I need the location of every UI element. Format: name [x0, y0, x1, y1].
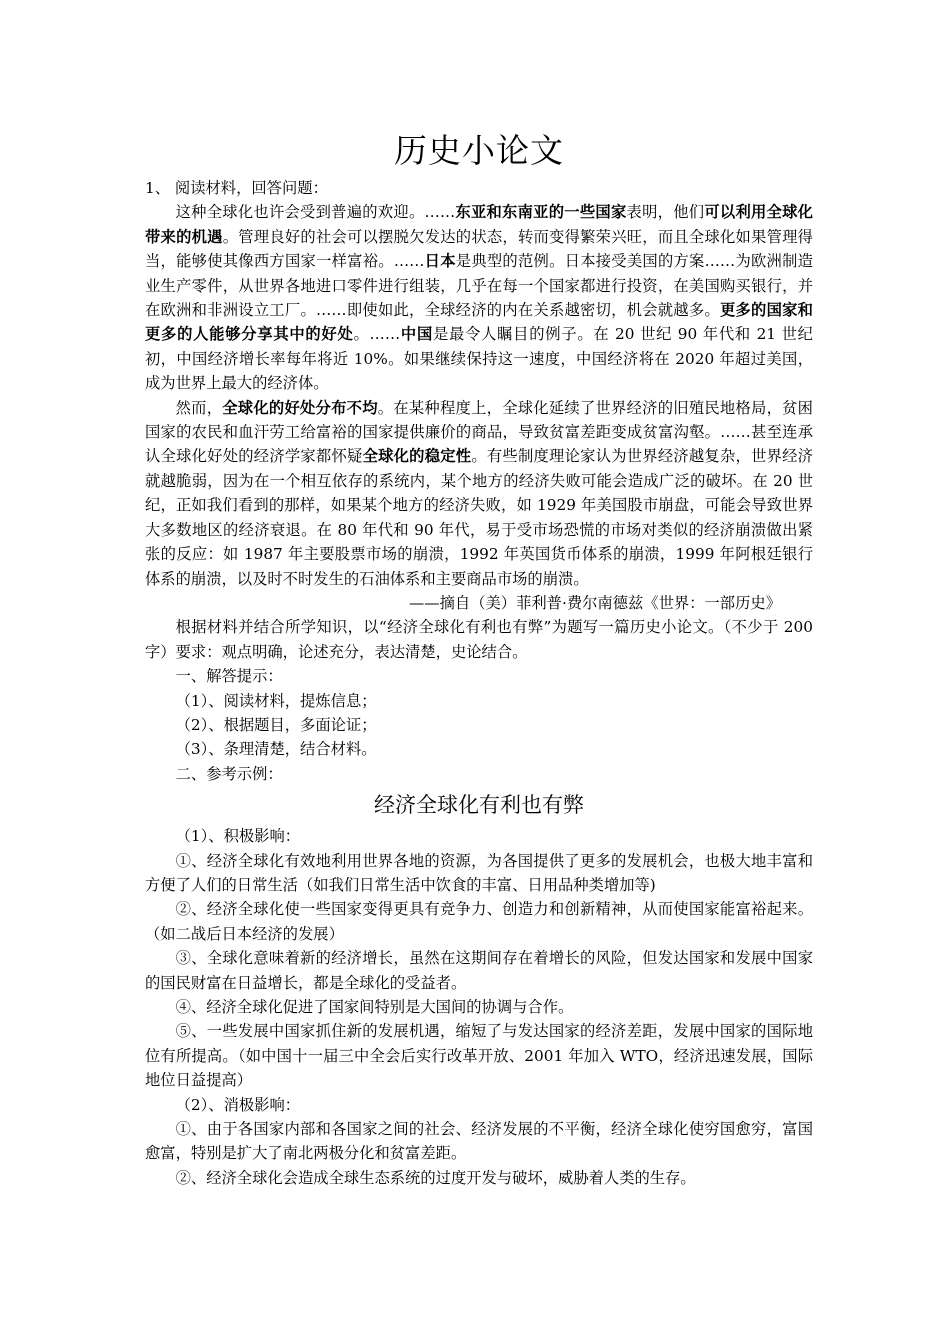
material-paragraph-2	[145, 396, 813, 591]
material-emphasis: 日本	[424, 252, 456, 271]
material-span: 。在某种程度上，全球化延续了世界经济的旧殖民地格局，贫困国家的农民和血汗劳工给富裕的国家提供廉价的商品，导致贫富差距变成贫富沟壑。……甚至连承认全球化好处的经济学家都怀疑	[145, 398, 813, 466]
positive-point: ③、全球化意味着新的经济增长，虽然在这期间存在着增长的风险，但发达国家和发展中国家的国民财富在日益增长，都是全球化的受益者。	[145, 949, 813, 992]
material-emphasis: 东亚和东南亚的一些国家	[455, 203, 627, 222]
hint-item: （3）、条理清楚，结合材料。	[175, 740, 377, 759]
negative-point: ①、由于各国家内部和各国家之间的社会、经济发展的不平衡，经济全球化使穷国愈穷，富国愈富，特别是扩大了南北两极分化和贫富差距。	[145, 1120, 813, 1163]
hint-item: （2）、根据题目，多面论证；	[175, 715, 377, 734]
material-span: 这种全球化也许会受到普遍的欢迎。……	[175, 203, 456, 222]
material-emphasis: 中国	[400, 325, 433, 344]
material-emphasis: 全球化的稳定性	[362, 447, 472, 466]
example-heading: 二、参考示例：	[175, 764, 283, 783]
essay-title: 经济全球化有利也有弊	[374, 793, 584, 818]
positive-point: ②、经济全球化使一些国家变得更具有竞争力、创造力和创新精神，从而使国家能富裕起来。（如二战后日本经济的发展）	[145, 900, 813, 943]
page-title: 历史小论文	[394, 131, 564, 170]
positive-point: ①、经济全球化有效地利用世界各地的资源，为各国提供了更多的发展机会，也极大地丰富和方便了人们的日常生活（如我们日常生活中饮食的丰富、日用品种类增加等)	[145, 851, 813, 894]
document-page	[145, 0, 813, 1190]
material-span: 是最令人瞩目的例子。在 20 世纪 90 年代和 21 世纪初，中国经济增长率每年将近 10%。如果继续保持这一速度，中国经济将在 2020 年超过美国，成为世界上最大的经济体。	[145, 325, 813, 393]
negative-heading: （2）、消极影响：	[175, 1095, 301, 1114]
positive-point: ④、经济全球化促进了国家间特别是大国间的协调与合作。	[175, 998, 574, 1016]
positive-point: ⑤、一些发展中国家抓住新的发展机遇，缩短了与发达国家的经济差距，发展中国家的国际地位有所提高。（如中国十一届三中全会后实行改革开放、2001 年加入 WTO，经济迅速发展，国际地位日益提高）	[145, 1022, 813, 1090]
material-span: 。管理良好的社会可以摆脱欠发达的状态，转而变得繁荣兴旺，而且全球化如果管理得当，能够使其像西方国家一样富裕。……	[145, 227, 813, 271]
material-source: ——摘自（美）菲利普·费尔南德兹《世界：一部历史》	[409, 593, 781, 612]
material-span: 表明，他们	[626, 203, 705, 222]
question-label: 1、 阅读材料，回答问题：	[145, 179, 328, 197]
material-emphasis: 更多的国家和更多的人能够分享其中的好处	[145, 301, 813, 344]
material-paragraph-1	[145, 200, 813, 395]
material-span: 是典型的范例。日本接受美国的方案……为欧洲制造业生产零件，从世界各地进口零件进行组装，几乎在每一个国家都进行投资，在美国购买银行，并在欧洲和非洲设立工厂。……即使如此，全球经济的内在关系越密切，机会就越多。	[145, 252, 813, 320]
material-span: 。……	[353, 325, 401, 344]
positive-heading: （1）、积极影响：	[175, 827, 301, 846]
material-emphasis: 全球化的好处分布不均	[222, 398, 378, 417]
hint-item: （1）、阅读材料，提炼信息；	[175, 691, 377, 710]
task-instructions: 根据材料并结合所学知识，以“经济全球化有利也有弊”为题写一篇历史小论文。（不少于 200 字）要求：观点明确，论述充分，表达清楚，史论结合。	[145, 618, 813, 661]
hints-heading: 一、解答提示：	[175, 667, 283, 686]
material-span: 然而，	[175, 398, 223, 417]
negative-point: ②、经济全球化会造成全球生态系统的过度开发与破坏，威胁着人类的生存。	[175, 1168, 696, 1187]
material-emphasis: 可以利用全球化带来的机遇	[145, 203, 813, 246]
material-span: 。有些制度理论家认为世界经济越复杂，世界经济就越脆弱，因为在一个相互依存的系统内，某个地方的经济失败可能会造成广泛的破坏。在 20 世纪，正如我们看到的那样，如果某个地方的经济失败，如 1929 年美国股市崩盘，可能会导致世界大多数地区的经济衰退。在 80 年代和 90 年代，易于受市场恐慌的市场对类似的经济崩溃做出紧张的反应：如 1987 年主要股票市场的崩溃，1992 年英国货币体系的崩溃，1999 年阿根廷银行体系的崩溃，以及时不时发生的石油体系和主要商品市场的崩溃。	[145, 447, 813, 588]
